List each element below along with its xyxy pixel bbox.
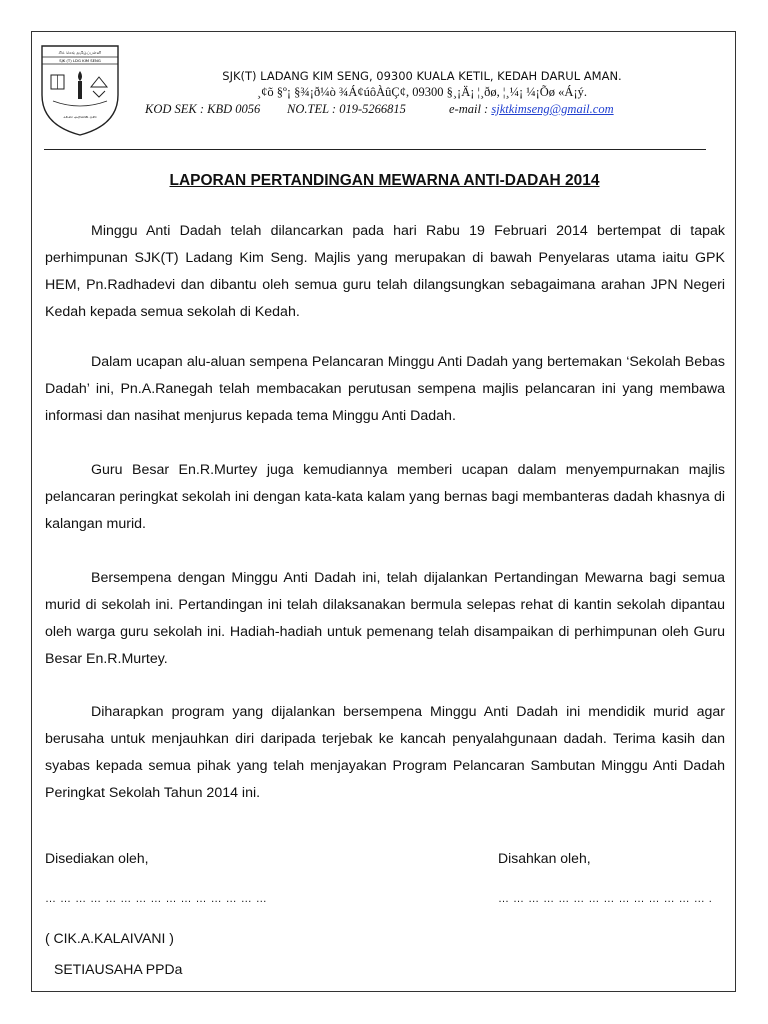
paragraph-5: Diharapkan program yang dijalankan bersempena Minggu Anti Dadah ini mendidik murid agar berusaha untuk menjauhkan diri daripada terjebak ke kancah penyalahgunaan dadah. Terima kasih dan syabas kepada semua pihak yang telah menjayakan Program Pelancaran Sambutan Minggu Anti Dadah Peringkat Sekolah Tahun 2014 ini. xyxy=(45,704,725,801)
school-name-tamil-line: ¸¢õ §º¡ §¾¡ð¼ò ¾Á¢úôÀûÇ¢, 09300 §¸¡Ä¡ ¦¸ðø, ¦¸¼¡ ¼¡Õø «Á¡ý. xyxy=(256,85,588,99)
school-name-line: SJK(T) LADANG KIM SENG, 09300 KUALA KETIL, KEDAH DARUL AMAN. xyxy=(222,69,622,83)
paragraph-2: Dalam ucapan alu-aluan sempena Pelancaran Minggu Anti Dadah yang bertemakan ‘Sekolah Bebas Dadah’ ini, Pn.A.Ranegah telah membacakan perutusan sempena majlis pelancaran ini yang membawa informasi dan nasihat menjurus kepada tema Minggu Anti Dadah. xyxy=(45,354,725,424)
svg-text:சிக் செங் தமிழ்ப்பள்ளி: சிக் செங் தமிழ்ப்பள்ளி xyxy=(58,50,102,55)
report-title: LAPORAN PERTANDINGAN MEWARNA ANTI-DADAH 2014 xyxy=(169,172,600,189)
email-link[interactable]: sjktkimseng@gmail.com xyxy=(491,102,614,116)
email-label: e-mail : xyxy=(449,102,492,116)
prepared-by-role: SETIAUSAHA PPDa xyxy=(54,961,183,977)
svg-text:கல்வி அறிவின் ஒளி: கல்வி அறிவின் ஒளி xyxy=(63,115,97,119)
paragraph-3: Guru Besar En.R.Murtey juga kemudiannya memberi ucapan dalam menyempurnakan majlis pelancaran peringkat sekolah ini dengan kata-kata kalam yang bernas bagi membanteras dadah khasnya di kalangan murid. xyxy=(45,462,725,532)
approved-by-label: Disahkan oleh, xyxy=(498,850,591,866)
prepared-by-name: ( CIK.A.KALAIVANI ) xyxy=(45,930,174,946)
paragraph-1: Minggu Anti Dadah telah dilancarkan pada hari Rabu 19 Februari 2014 bertempat di tapak perhimpunan SJK(T) Ladang Kim Seng. Majlis yang merupakan di bawah Penyelaras utama iaitu GPK HEM, Pn.Radhadevi dan dibantu oleh semua guru telah dilangsungkan sebagaimana arahan JPN Negeri Kedah kepada semua sekolah di Kedah. xyxy=(45,223,725,320)
prepared-by-label: Disediakan oleh, xyxy=(45,850,149,866)
prepared-signature-line: … … … … … … … … … … … … … … … xyxy=(45,893,268,905)
paragraph-4: Bersempena dengan Minggu Anti Dadah ini, telah dijalankan Pertandingan Mewarna bagi semua murid di sekolah ini. Pertandingan ini telah dilaksanakan bermula selepas rehat di kantin sekolah dipantau oleh warga guru sekolah ini. Hadiah-hadiah untuk pemenang telah disampaikan di perhimpunan oleh Guru Besar En.R.Murtey. xyxy=(45,570,725,667)
school-contact-line xyxy=(145,102,705,117)
school-crest-logo xyxy=(39,43,121,137)
document-page xyxy=(31,31,736,992)
school-code: KOD SEK : KBD 0056 xyxy=(145,102,261,116)
school-phone: NO.TEL : 019-5266815 xyxy=(287,102,406,116)
approved-signature-line: … … … … … … … … … … … … … … . xyxy=(498,893,713,905)
header-divider xyxy=(44,149,706,150)
svg-text:SJK (T) LDG KIM SENG: SJK (T) LDG KIM SENG xyxy=(59,58,101,63)
